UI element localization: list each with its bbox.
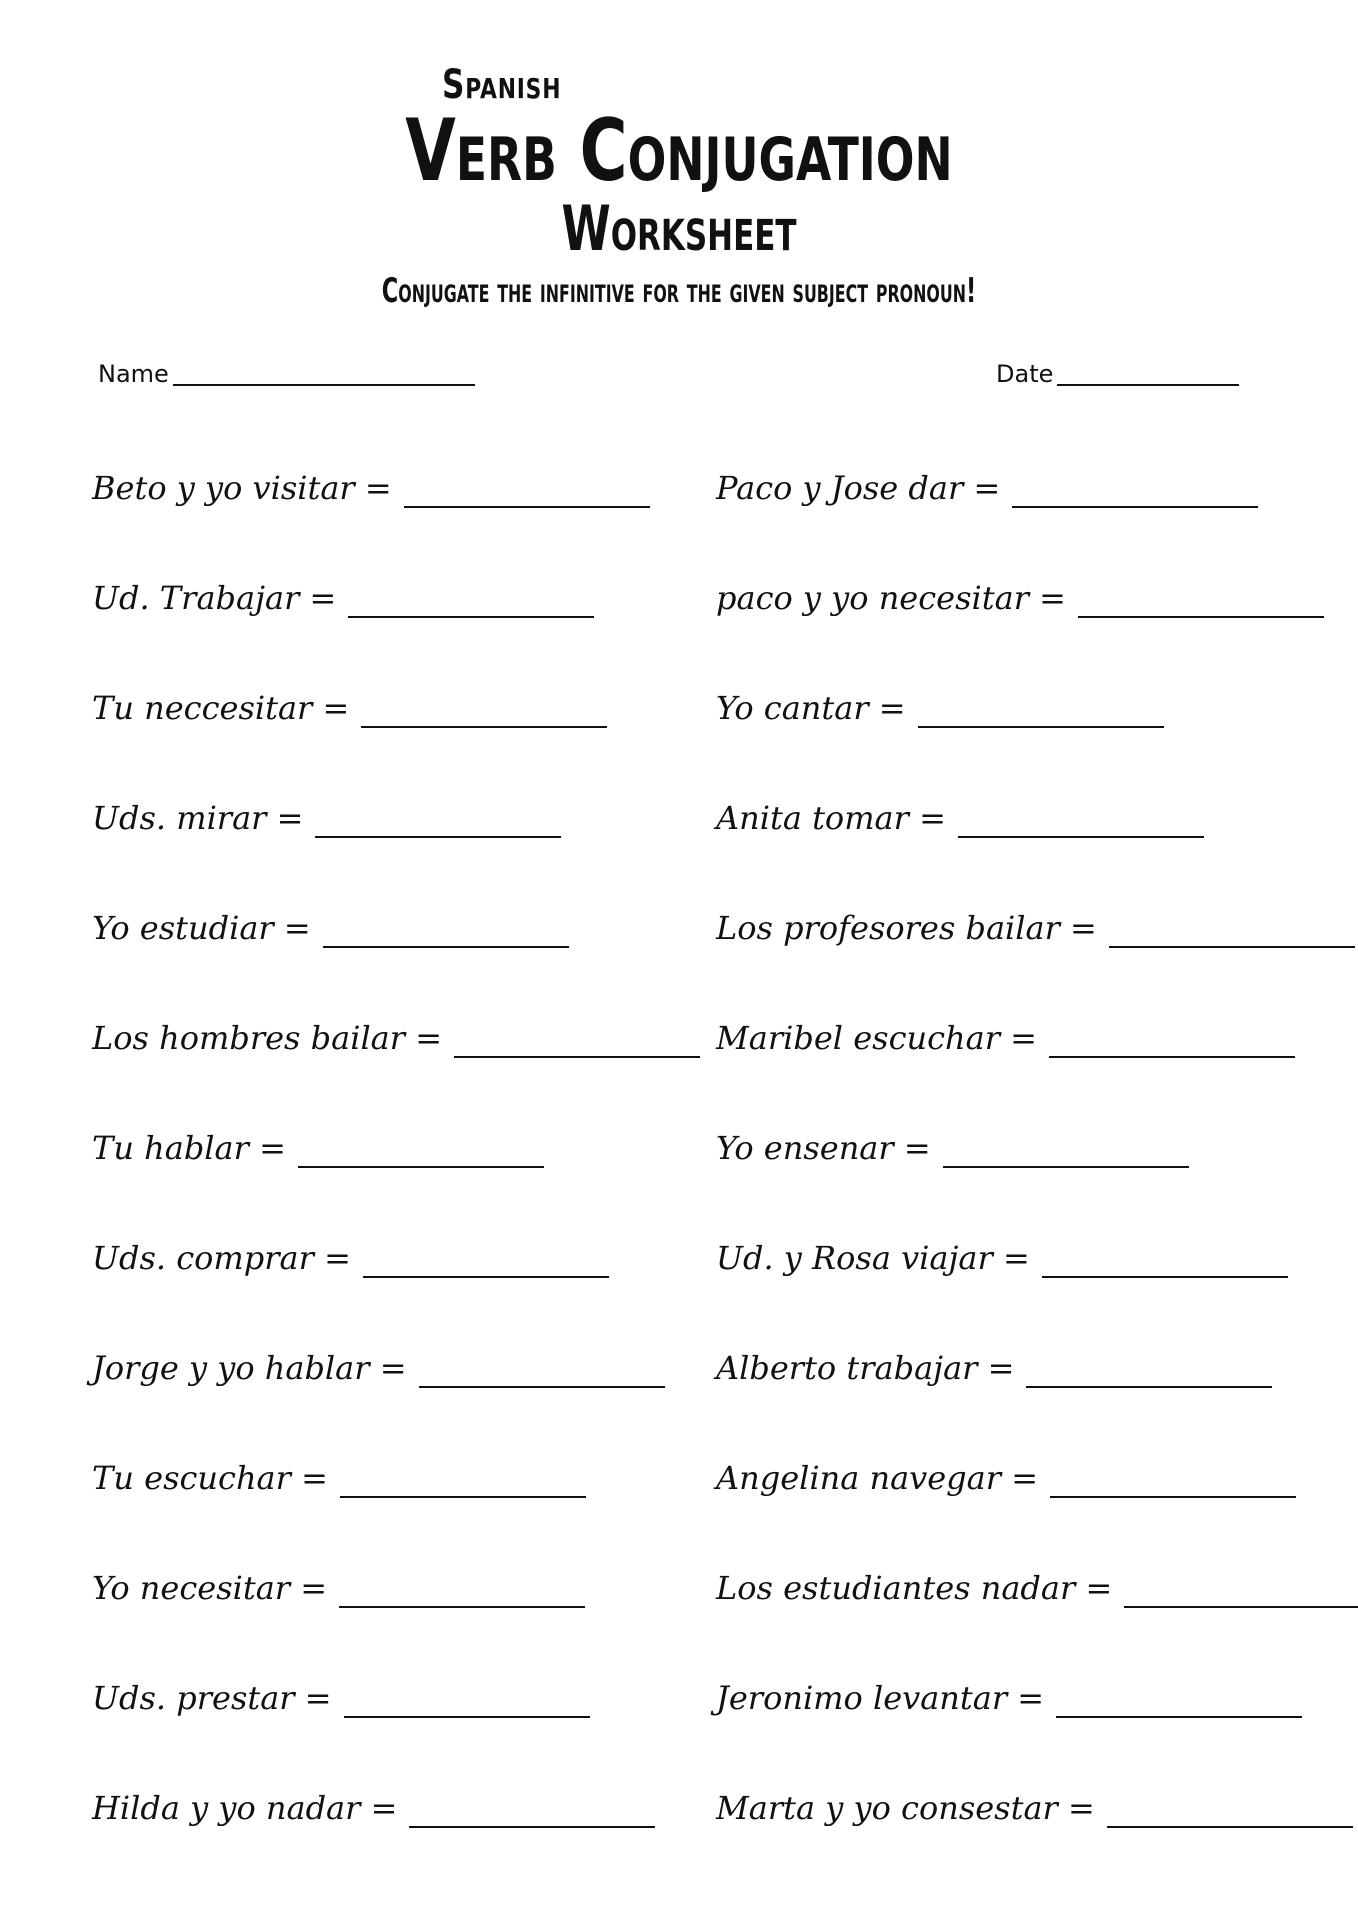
answer-blank[interactable]: [298, 1130, 544, 1168]
exercise-item: [92, 1350, 665, 1388]
exercise-prompt: Anita tomar =: [716, 799, 946, 837]
answer-blank[interactable]: [958, 800, 1204, 838]
exercise-item: [716, 1240, 1288, 1278]
answer-blank[interactable]: [454, 1020, 700, 1058]
answer-blank[interactable]: [1050, 1460, 1296, 1498]
answer-blank[interactable]: [1107, 1790, 1353, 1828]
answer-blank[interactable]: [918, 690, 1164, 728]
exercise-prompt: Hilda y yo nadar =: [92, 1789, 398, 1827]
exercise-item: [716, 1020, 1295, 1058]
exercise-item: [92, 800, 561, 838]
exercise-prompt: Tu hablar =: [92, 1129, 286, 1167]
exercise-item: [716, 910, 1355, 948]
exercise-prompt: Tu escuchar =: [92, 1459, 328, 1497]
answer-blank[interactable]: [419, 1350, 665, 1388]
answer-blank[interactable]: [1078, 580, 1324, 618]
answer-blank[interactable]: [340, 1460, 586, 1498]
answer-blank[interactable]: [339, 1570, 585, 1608]
date-label: Date: [996, 360, 1054, 388]
exercise-item: [716, 800, 1204, 838]
exercise-item: [92, 1680, 590, 1718]
exercise-item: [716, 1460, 1296, 1498]
exercise-item: [92, 1570, 585, 1608]
name-label: Name: [98, 360, 169, 388]
page-subtitle: Worksheet: [561, 192, 797, 265]
exercise-prompt: Ud. y Rosa viajar =: [716, 1239, 1030, 1277]
exercise-prompt: Uds. mirar =: [92, 799, 304, 837]
answer-blank[interactable]: [1012, 470, 1258, 508]
answer-blank[interactable]: [1042, 1240, 1288, 1278]
exercise-prompt: Yo estudiar =: [92, 909, 311, 947]
exercise-item: [92, 1020, 700, 1058]
exercise-item: [92, 1460, 586, 1498]
answer-blank[interactable]: [1124, 1570, 1358, 1608]
answer-blank[interactable]: [1049, 1020, 1295, 1058]
name-field: [98, 362, 475, 386]
answer-blank[interactable]: [1026, 1350, 1272, 1388]
date-blank[interactable]: [1057, 362, 1239, 386]
worksheet-header: [0, 0, 1358, 330]
answer-blank[interactable]: [363, 1240, 609, 1278]
answer-blank[interactable]: [943, 1130, 1189, 1168]
exercise-prompt: Marta y yo consestar =: [716, 1789, 1095, 1827]
answer-blank[interactable]: [344, 1680, 590, 1718]
exercise-item: [92, 910, 569, 948]
answer-blank[interactable]: [323, 910, 569, 948]
page-title: Verb Conjugation: [405, 101, 953, 201]
exercise-prompt: Tu neccesitar =: [92, 689, 350, 727]
exercise-prompt: Alberto trabajar =: [716, 1349, 1015, 1387]
answer-blank[interactable]: [348, 580, 594, 618]
exercise-prompt: Yo cantar =: [716, 689, 906, 727]
answer-blank[interactable]: [1056, 1680, 1302, 1718]
answer-blank[interactable]: [361, 690, 607, 728]
answer-blank[interactable]: [404, 470, 650, 508]
exercise-item: [716, 1790, 1353, 1828]
answer-blank[interactable]: [409, 1790, 655, 1828]
exercise-prompt: Yo necesitar =: [92, 1569, 328, 1607]
exercise-prompt: Ud. Trabajar =: [92, 579, 337, 617]
exercise-item: [92, 690, 607, 728]
date-field: [996, 362, 1239, 386]
exercise-item: [716, 690, 1164, 728]
exercise-item: [92, 470, 650, 508]
exercise-prompt: Uds. comprar =: [92, 1239, 351, 1277]
exercise-item: [716, 1570, 1358, 1608]
exercise-item: [92, 580, 594, 618]
exercise-prompt: Uds. prestar =: [92, 1679, 332, 1717]
exercise-item: [92, 1130, 544, 1168]
exercise-prompt: Maribel escuchar =: [716, 1019, 1037, 1057]
exercise-prompt: Beto y yo visitar =: [92, 469, 392, 507]
exercise-prompt: Yo ensenar =: [716, 1129, 931, 1167]
answer-blank[interactable]: [1109, 910, 1355, 948]
exercise-prompt: Jorge y yo hablar =: [92, 1349, 407, 1387]
name-blank[interactable]: [173, 362, 475, 386]
exercise-prompt: paco y yo necesitar =: [716, 579, 1066, 617]
title-overline: Spanish: [442, 62, 562, 108]
exercise-item: [92, 1240, 609, 1278]
exercise-prompt: Jeronimo levantar =: [716, 1679, 1045, 1717]
exercise-item: [716, 470, 1258, 508]
exercise-item: [716, 1680, 1302, 1718]
exercise-prompt: Los estudiantes nadar =: [716, 1569, 1113, 1607]
instructions: Conjugate the infinitive for the given subject pronoun!: [381, 271, 977, 311]
exercise-item: [716, 580, 1324, 618]
exercise-prompt: Los hombres bailar =: [92, 1019, 443, 1057]
answer-blank[interactable]: [315, 800, 561, 838]
exercise-prompt: Paco y Jose dar =: [716, 469, 1001, 507]
exercise-item: [716, 1350, 1272, 1388]
exercise-prompt: Angelina navegar =: [716, 1459, 1039, 1497]
exercise-prompt: Los profesores bailar =: [716, 909, 1097, 947]
exercise-item: [716, 1130, 1189, 1168]
exercise-item: [92, 1790, 655, 1828]
